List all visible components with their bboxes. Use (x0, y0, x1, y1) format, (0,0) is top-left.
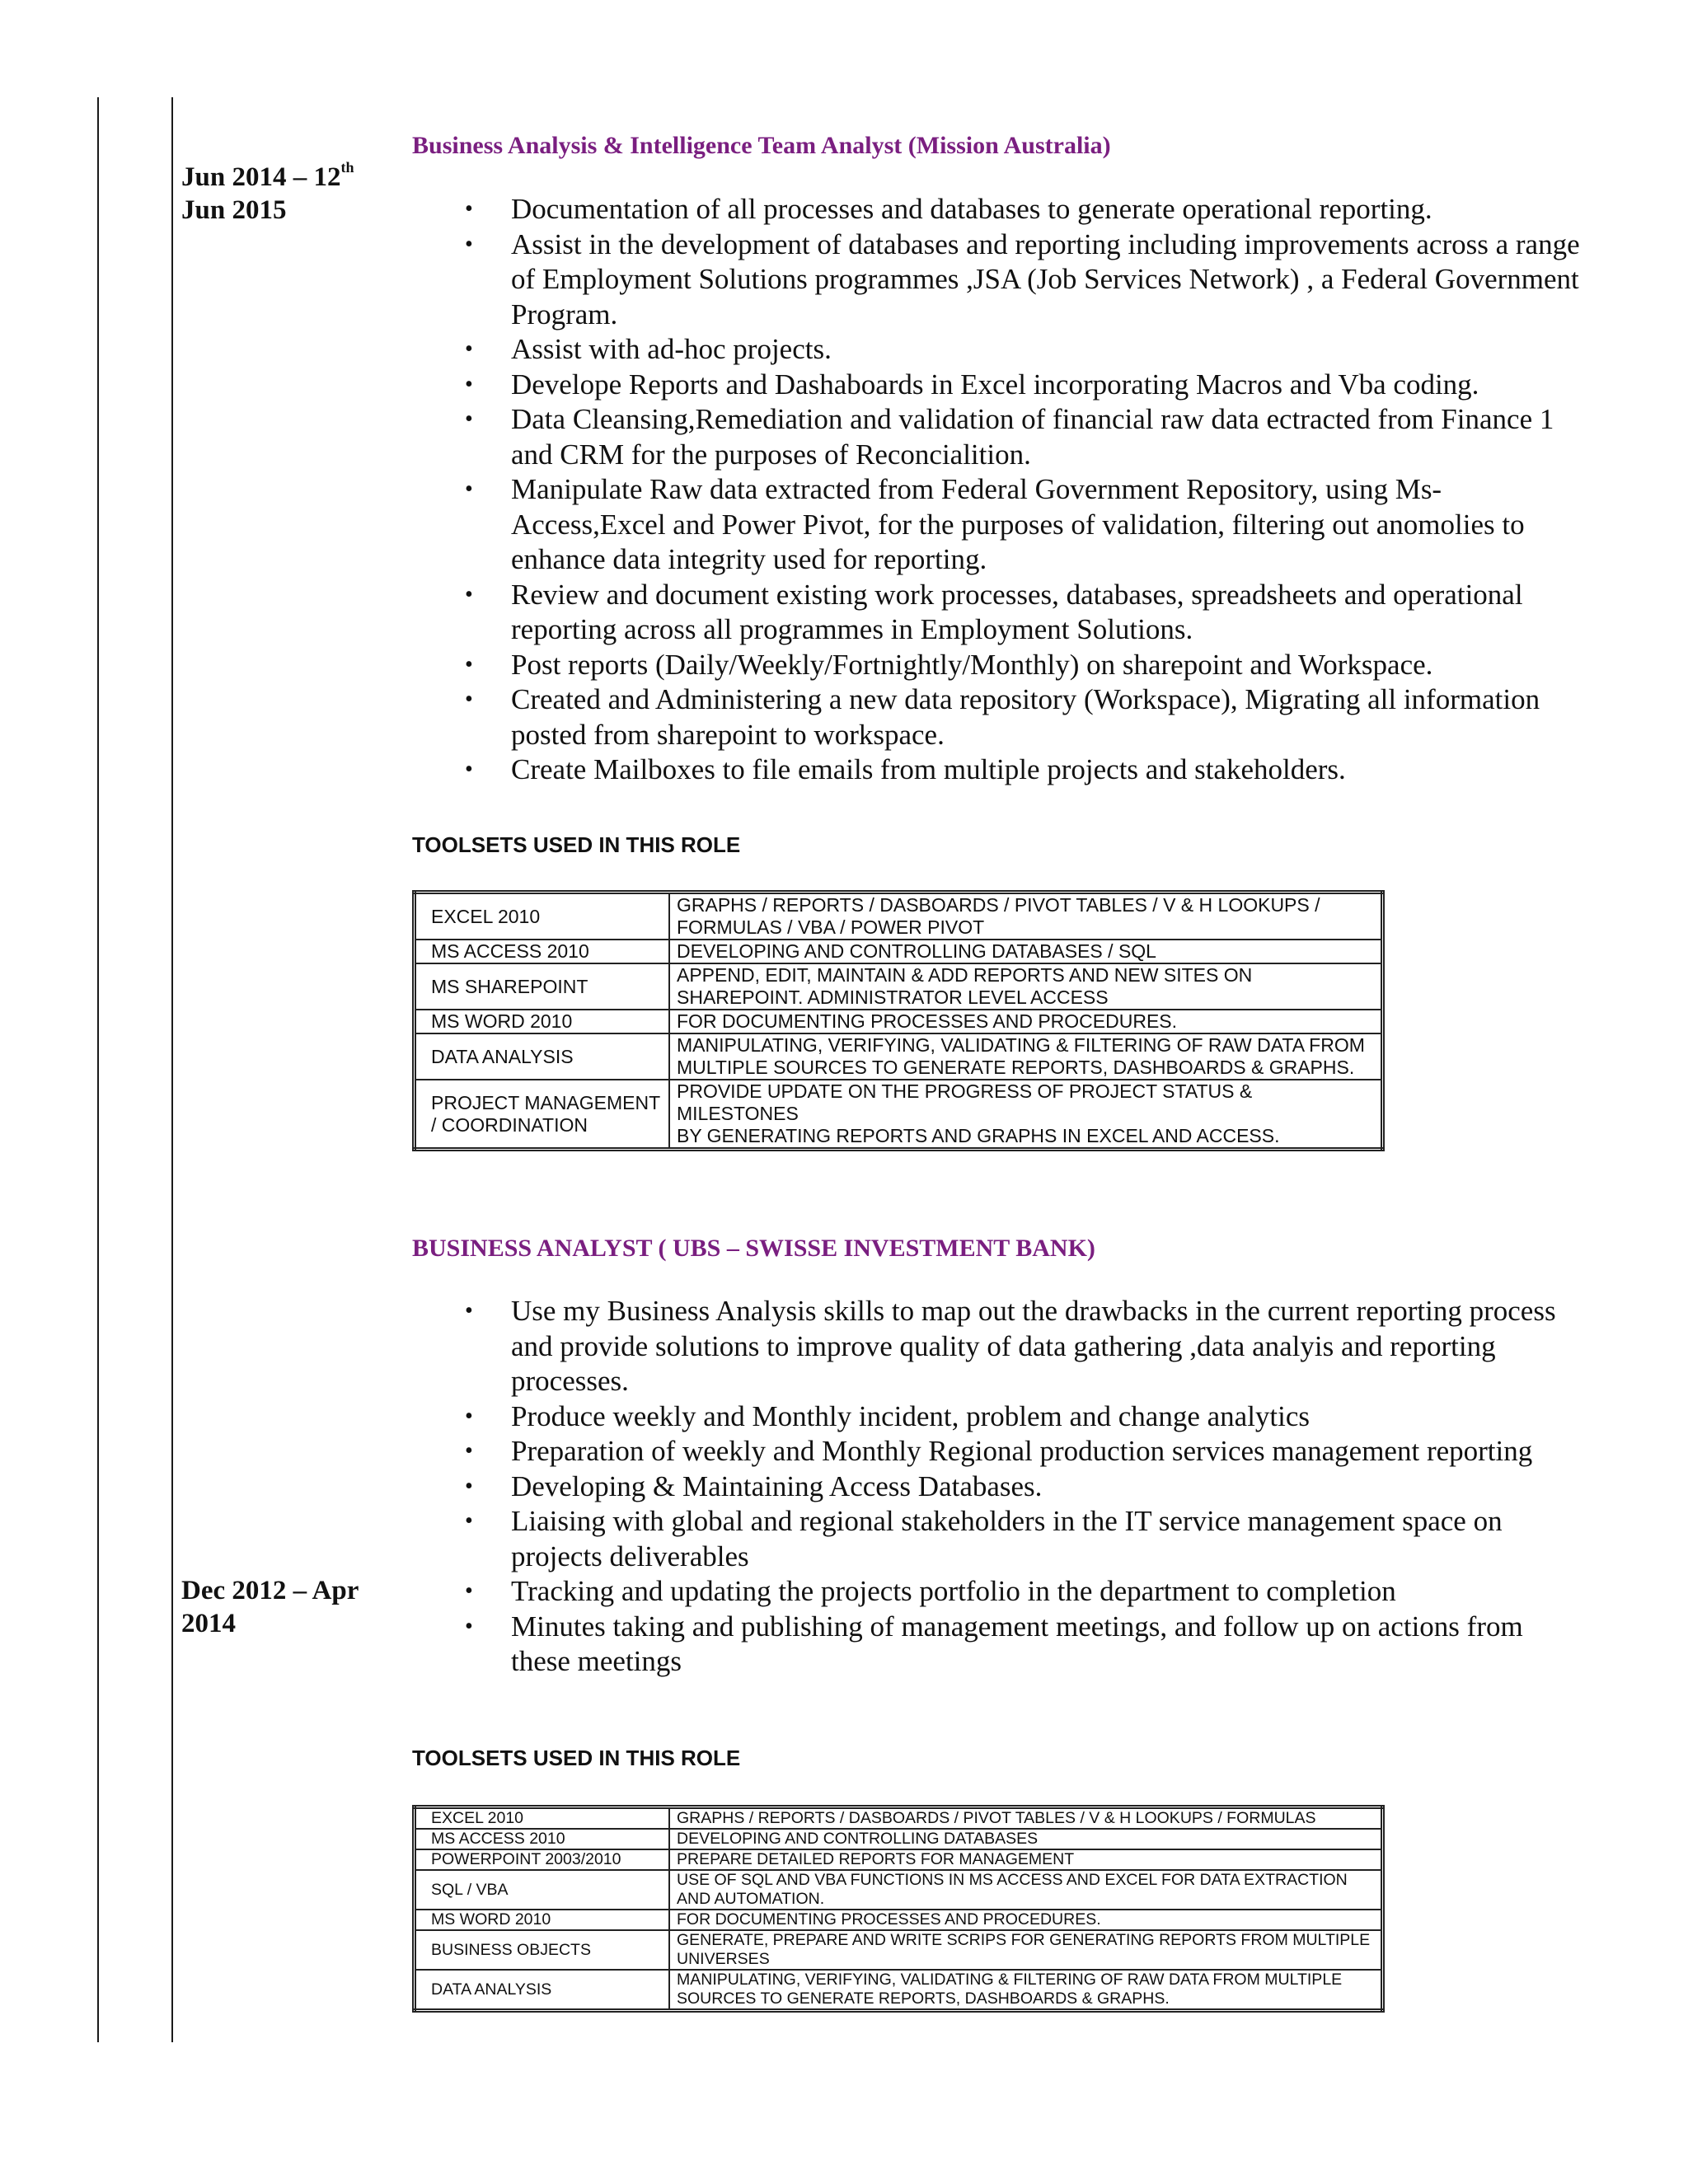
tool-name-cell: MS ACCESS 2010 (415, 940, 670, 963)
tool-name-cell: EXCEL 2010 (415, 893, 670, 940)
bullet-icon: • (465, 757, 473, 782)
responsibility-item (412, 1469, 1582, 1505)
bullet-icon: • (465, 581, 473, 607)
responsibility-text: Assist in the development of databases and reporting including improvements across a range of Employment Solutions programmes ,JSA (Job Services Network) , a Federal Government Program. (511, 227, 1580, 330)
tool-description-cell: FOR DOCUMENTING PROCESSES AND PROCEDURES. (669, 1910, 1383, 1930)
bullet-icon: • (465, 1578, 473, 1604)
responsibility-item (412, 682, 1582, 752)
left-border-line (97, 97, 99, 2042)
role-2-title: BUSINESS ANALYST ( UBS – SWISSE INVESTMENT BANK) (412, 1235, 1095, 1262)
table-row (415, 940, 1383, 963)
role-2-toolsets-heading: TOOLSETS USED IN THIS ROLE (412, 1746, 741, 1770)
responsibility-item (412, 1399, 1582, 1435)
bullet-icon: • (465, 406, 473, 432)
tool-description-cell: GRAPHS / REPORTS / DASBOARDS / PIVOT TABLES / V & H LOOKUPS / FORMULAS (669, 1807, 1383, 1830)
responsibility-text: Tracking and updating the projects portfolio in the department to completion (511, 1575, 1396, 1607)
responsibility-item (412, 1610, 1582, 1680)
responsibility-text: Manipulate Raw data extracted from Federal Government Repository, using Ms-Access,Excel and Power Pivot, for the purposes of validation, filtering out anomolies to enhance data integrity used for reporting. (511, 473, 1525, 575)
table-row (415, 1870, 1383, 1910)
responsibility-text: Documentation of all processes and databases to generate operational reporting. (511, 193, 1432, 225)
table-row (415, 893, 1383, 940)
role-2-toolsets-table (412, 1805, 1385, 2013)
tool-name-cell: POWERPOINT 2003/2010 (415, 1849, 670, 1870)
role-1-date-end: Jun 2015 (181, 195, 287, 225)
table-row (415, 1807, 1383, 1830)
bullet-icon: • (465, 371, 473, 397)
table-row (415, 1930, 1383, 1970)
bullet-icon: • (465, 1473, 473, 1499)
bullet-icon: • (465, 476, 473, 502)
table-row (415, 1010, 1383, 1033)
responsibility-text: Create Mailboxes to file emails from multiple projects and stakeholders. (511, 753, 1346, 785)
responsibility-item (412, 227, 1582, 333)
responsibility-text: Liaising with global and regional stakeholders in the IT service management space on projects deliverables (511, 1505, 1503, 1572)
table-row (415, 1910, 1383, 1930)
bullet-icon: • (465, 231, 473, 257)
tool-name-cell: BUSINESS OBJECTS (415, 1930, 670, 1970)
responsibility-text: Preparation of weekly and Monthly Regional production services management reporting (511, 1435, 1533, 1467)
tool-name-cell: MS SHAREPOINT (415, 963, 670, 1010)
responsibility-item (412, 648, 1582, 683)
bullet-icon: • (465, 196, 473, 222)
responsibility-text: Post reports (Daily/Weekly/Fortnightly/Monthly) on sharepoint and Workspace. (511, 648, 1433, 681)
responsibility-text: Developing & Maintaining Access Databases. (511, 1469, 1043, 1502)
bullet-icon: • (465, 336, 473, 362)
table-row (415, 1849, 1383, 1870)
table-row (415, 1829, 1383, 1849)
tool-description-cell: PREPARE DETAILED REPORTS FOR MANAGEMENT (669, 1849, 1383, 1870)
responsibility-item (412, 332, 1582, 368)
tool-name-cell: SQL / VBA (415, 1870, 670, 1910)
tool-name-cell: PROJECT MANAGEMENT / COORDINATION (415, 1080, 670, 1150)
bullet-icon: • (465, 1438, 473, 1464)
responsibility-item (412, 752, 1582, 788)
tool-description-cell: FOR DOCUMENTING PROCESSES AND PROCEDURES. (669, 1010, 1383, 1033)
table-row (415, 1080, 1383, 1150)
tool-description-cell: APPEND, EDIT, MAINTAIN & ADD REPORTS AND NEW SITES ON SHAREPOINT. ADMINISTRATOR LEVEL ACCESS (669, 963, 1383, 1010)
role-1-responsibilities (412, 192, 1582, 788)
role-1-date (181, 161, 387, 227)
table-row (415, 1033, 1383, 1080)
role-1-date-start: Jun 2014 – 12 (181, 162, 341, 192)
tool-name-cell: MS WORD 2010 (415, 1010, 670, 1033)
role-2-responsibilities (412, 1294, 1582, 1680)
tool-description-cell: GRAPHS / REPORTS / DASBOARDS / PIVOT TABLES / V & H LOOKUPS / FORMULAS / VBA / POWER PIVOT (669, 893, 1383, 940)
tool-description-cell: GENERATE, PREPARE AND WRITE SCRIPS FOR GENERATING REPORTS FROM MULTIPLE UNIVERSES (669, 1930, 1383, 1970)
tool-name-cell: DATA ANALYSIS (415, 1033, 670, 1080)
responsibility-text: Assist with ad-hoc projects. (511, 333, 832, 365)
bullet-icon: • (465, 1403, 473, 1429)
responsibility-text: Develope Reports and Dashaboards in Excel incorporating Macros and Vba coding. (511, 368, 1479, 401)
responsibility-item (412, 368, 1582, 403)
responsibility-text: Data Cleansing,Remediation and validation of financial raw data ectracted from Finance 1 and CRM for the purposes of Reconcialition. (511, 403, 1554, 471)
responsibility-item (412, 578, 1582, 648)
responsibility-text: Review and document existing work processes, databases, spreadsheets and operational reporting across all programmes in Employment Solutions. (511, 578, 1523, 645)
tool-description-cell: MANIPULATING, VERIFYING, VALIDATING & FILTERING OF RAW DATA FROM MULTIPLE SOURCES TO GENERATE REPORTS, DASHBOARDS & GRAPHS. (669, 1033, 1383, 1080)
tool-name-cell: MS WORD 2010 (415, 1910, 670, 1930)
table-row (415, 1970, 1383, 2011)
bullet-icon: • (465, 687, 473, 712)
responsibility-item (412, 472, 1582, 578)
responsibility-item (412, 402, 1582, 472)
tool-name-cell: DATA ANALYSIS (415, 1970, 670, 2011)
role-1-toolsets-heading: TOOLSETS USED IN THIS ROLE (412, 832, 741, 857)
tool-name-cell: MS ACCESS 2010 (415, 1829, 670, 1849)
responsibility-item (412, 1294, 1582, 1399)
responsibility-text: Created and Administering a new data repository (Workspace), Migrating all information posted from sharepoint to workspace. (511, 683, 1540, 751)
role-1-title: Business Analysis & Intelligence Team Analyst (Mission Australia) (412, 132, 1111, 159)
responsibility-item (412, 1434, 1582, 1469)
date-column-line (171, 97, 173, 2042)
bullet-icon: • (465, 651, 473, 677)
bullet-icon: • (465, 1508, 473, 1534)
responsibility-item (412, 1504, 1582, 1574)
responsibility-item (412, 1574, 1582, 1610)
tool-description-cell: DEVELOPING AND CONTROLLING DATABASES (669, 1829, 1383, 1849)
tool-description-cell: USE OF SQL AND VBA FUNCTIONS IN MS ACCESS AND EXCEL FOR DATA EXTRACTION AND AUTOMATION. (669, 1870, 1383, 1910)
responsibility-text: Use my Business Analysis skills to map out the drawbacks in the current reporting process and provide solutions to improve quality of data gathering ,data analyis and reporting processes. (511, 1295, 1556, 1397)
table-row (415, 963, 1383, 1010)
responsibility-text: Minutes taking and publishing of management meetings, and follow up on actions from these meetings (511, 1610, 1523, 1677)
responsibility-text: Produce weekly and Monthly incident, problem and change analytics (511, 1399, 1311, 1432)
responsibility-item (412, 192, 1582, 227)
tool-description-cell: PROVIDE UPDATE ON THE PROGRESS OF PROJECT STATUS & MILESTONES BY GENERATING REPORTS AND GRAPHS IN EXCEL AND ACCESS. (669, 1080, 1383, 1150)
role-1-toolsets-table (412, 890, 1385, 1151)
role-1-date-sup: th (340, 159, 354, 176)
tool-description-cell: DEVELOPING AND CONTROLLING DATABASES / SQL (669, 940, 1383, 963)
bullet-icon: • (465, 1298, 473, 1324)
tool-description-cell: MANIPULATING, VERIFYING, VALIDATING & FILTERING OF RAW DATA FROM MULTIPLE SOURCES TO GENERATE REPORTS, DASHBOARDS & GRAPHS. (669, 1970, 1383, 2011)
bullet-icon: • (465, 1613, 473, 1639)
role-2-date: Dec 2012 – Apr 2014 (181, 1576, 359, 1638)
tool-name-cell: EXCEL 2010 (415, 1807, 670, 1830)
